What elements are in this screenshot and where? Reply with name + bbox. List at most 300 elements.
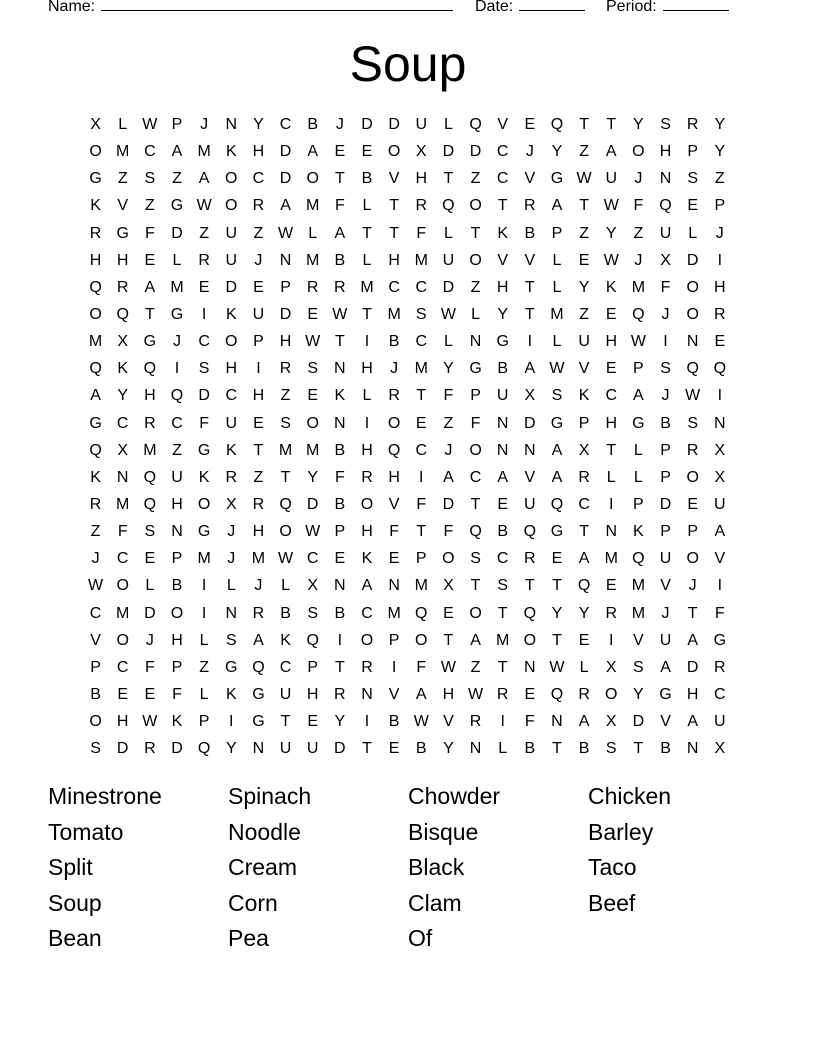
grid-letter: T: [362, 224, 372, 242]
grid-letter: V: [117, 197, 129, 215]
grid-letter: O: [387, 414, 401, 432]
grid-letter: B: [497, 360, 509, 378]
grid-letter: Z: [579, 306, 589, 324]
grid-letter: A: [714, 523, 726, 541]
grid-letter: F: [199, 414, 210, 432]
grid-letter: S: [90, 740, 101, 758]
grid-letter: A: [334, 224, 346, 242]
grid-letter: C: [252, 170, 265, 188]
grid-letter: G: [550, 523, 564, 541]
grid-letter: S: [633, 658, 644, 676]
grid-letter: V: [524, 251, 536, 269]
grid-letter: L: [633, 441, 643, 459]
grid-letter: J: [444, 441, 453, 459]
grid-letter: X: [307, 577, 319, 595]
grid-letter: F: [443, 387, 454, 405]
grid-letter: Y: [578, 604, 590, 622]
grid-letter: S: [307, 604, 319, 622]
grid-letter: P: [660, 523, 671, 541]
word-bank-item: Taco: [588, 854, 637, 880]
grid-letter: H: [415, 170, 428, 188]
grid-letter: Q: [252, 658, 265, 676]
grid-letter: G: [89, 170, 102, 188]
grid-letter: P: [388, 631, 400, 649]
grid-letter: L: [362, 387, 372, 405]
grid-letter: P: [470, 387, 481, 405]
grid-letter: N: [334, 577, 346, 595]
grid-letter: P: [687, 143, 698, 161]
grid-letter: L: [362, 197, 372, 215]
grid-letter: W: [549, 360, 565, 378]
grid-letter: O: [442, 550, 455, 568]
grid-letter: E: [605, 306, 617, 324]
grid-letter: N: [496, 414, 509, 432]
grid-letter: T: [362, 740, 372, 758]
grid-letter: G: [252, 686, 265, 704]
grid-letter: Q: [632, 306, 645, 324]
grid-letter: T: [552, 740, 562, 758]
name-field[interactable]: [48, 0, 453, 16]
grid-letter: J: [227, 550, 236, 568]
grid-letter: K: [225, 686, 237, 704]
grid-letter: M: [387, 604, 401, 622]
grid-letter: S: [198, 360, 210, 378]
grid-letter: R: [144, 740, 156, 758]
grid-letter: X: [90, 116, 101, 134]
grid-letter: S: [605, 740, 617, 758]
grid-letter: J: [200, 116, 209, 134]
grid-letter: B: [524, 740, 536, 758]
grid-letter: T: [389, 224, 399, 242]
grid-letter: B: [415, 740, 427, 758]
word-bank-item: Barley: [588, 818, 654, 845]
grid-row: [82, 518, 734, 545]
grid-row: [82, 600, 734, 627]
grid-row: [82, 708, 734, 735]
grid-row: [82, 274, 734, 301]
grid-letter: D: [686, 658, 699, 676]
grid-letter: T: [579, 523, 589, 541]
grid-letter: M: [631, 604, 646, 622]
grid-letter: Q: [632, 550, 645, 568]
grid-letter: J: [715, 224, 724, 242]
grid-letter: P: [551, 224, 563, 242]
grid-letter: R: [714, 306, 726, 324]
grid-letter: T: [579, 197, 589, 215]
grid-letter: U: [714, 713, 726, 731]
grid-letter: J: [254, 251, 263, 269]
grid-letter: S: [551, 387, 563, 405]
grid-letter: I: [174, 360, 180, 378]
grid-letter: O: [469, 251, 482, 269]
grid-letter: L: [552, 333, 562, 351]
grid-letter: Y: [605, 224, 617, 242]
grid-letter: F: [416, 658, 427, 676]
word-bank-item: Of: [408, 925, 433, 951]
grid-letter: Z: [633, 224, 644, 242]
grid-letter: Q: [279, 496, 292, 514]
grid-letter: F: [524, 713, 535, 731]
grid-letter: E: [388, 550, 400, 568]
grid-letter: O: [116, 577, 129, 595]
grid-letter: X: [660, 251, 671, 269]
grid-letter: F: [334, 197, 345, 215]
grid-letter: P: [171, 550, 183, 568]
grid-letter: K: [90, 468, 101, 486]
grid-letter: Z: [90, 523, 101, 541]
grid-letter: H: [388, 468, 400, 486]
grid-letter: M: [116, 604, 130, 622]
grid-letter: B: [334, 604, 346, 622]
grid-letter: T: [524, 577, 535, 595]
grid-letter: H: [306, 686, 319, 704]
grid-letter: R: [361, 468, 373, 486]
grid-letter: K: [171, 713, 183, 731]
grid-letter: Z: [172, 441, 182, 459]
grid-letter: S: [660, 116, 671, 134]
grid-letter: R: [225, 468, 238, 486]
grid-letter: T: [416, 523, 427, 541]
grid-letter: Q: [713, 360, 727, 378]
grid-letter: Q: [143, 360, 157, 378]
grid-letter: L: [308, 224, 318, 242]
grid-letter: G: [197, 523, 211, 541]
grid-letter: X: [117, 441, 129, 459]
grid-row: [82, 138, 734, 165]
grid-letter: V: [443, 713, 454, 731]
grid-letter: O: [306, 414, 319, 432]
grid-letter: R: [686, 116, 699, 134]
grid-letter: Y: [225, 740, 237, 758]
grid-letter: Q: [550, 686, 564, 704]
grid-letter: A: [497, 468, 509, 486]
grid-letter: S: [307, 360, 319, 378]
grid-letter: N: [225, 604, 238, 622]
grid-letter: C: [388, 278, 400, 296]
grid-row: [82, 545, 734, 572]
grid-letter: C: [496, 143, 509, 161]
grid-letter: D: [279, 170, 292, 188]
grid-letter: E: [388, 740, 400, 758]
grid-letter: V: [524, 170, 536, 188]
grid-letter: J: [661, 604, 670, 622]
grid-letter: O: [469, 604, 482, 622]
grid-letter: U: [496, 387, 509, 405]
grid-letter: M: [197, 550, 211, 568]
grid-letter: C: [469, 468, 482, 486]
grid-letter: J: [634, 170, 643, 188]
grid-letter: N: [659, 170, 672, 188]
grid-row: [82, 627, 734, 654]
grid-letter: B: [524, 224, 536, 242]
grid-letter: S: [497, 577, 509, 595]
grid-letter: D: [442, 496, 455, 514]
grid-letter: U: [225, 414, 238, 432]
word-bank-item: Bisque: [408, 818, 479, 845]
grid-letter: T: [389, 197, 399, 215]
grid-letter: T: [552, 577, 562, 595]
grid-letter: J: [661, 387, 670, 405]
grid-row: [82, 328, 734, 355]
grid-letter: V: [388, 170, 400, 188]
grid-letter: Z: [253, 224, 264, 242]
grid-letter: H: [116, 713, 129, 731]
grid-letter: A: [633, 387, 644, 405]
grid-letter: I: [527, 333, 533, 351]
grid-row: [82, 247, 734, 274]
grid-letter: T: [524, 306, 535, 324]
grid-letter: N: [388, 577, 400, 595]
grid-letter: G: [713, 631, 727, 649]
grid-letter: H: [496, 278, 509, 296]
word-search-grid: [82, 111, 734, 761]
grid-letter: L: [606, 468, 616, 486]
grid-letter: Y: [551, 143, 563, 161]
grid-row: [82, 491, 734, 518]
grid-letter: Y: [551, 604, 563, 622]
grid-letter: S: [687, 170, 698, 188]
grid-letter: T: [497, 197, 508, 215]
grid-letter: G: [550, 170, 564, 188]
grid-letter: Y: [578, 278, 590, 296]
grid-letter: B: [334, 441, 346, 459]
grid-letter: H: [605, 333, 618, 351]
grid-letter: R: [89, 496, 102, 514]
grid-letter: U: [442, 251, 455, 269]
grid-letter: Q: [686, 360, 699, 378]
grid-letter: W: [440, 658, 456, 676]
grid-letter: I: [717, 577, 723, 595]
grid-letter: A: [687, 713, 698, 731]
grid-letter: P: [714, 197, 726, 215]
grid-letter: K: [605, 278, 617, 296]
grid-letter: M: [387, 306, 401, 324]
grid-letter: T: [579, 116, 589, 134]
grid-letter: P: [687, 523, 698, 541]
grid-letter: M: [278, 441, 293, 459]
grid-letter: T: [497, 604, 508, 622]
grid-letter: A: [171, 143, 183, 161]
grid-letter: Y: [334, 713, 346, 731]
grid-letter: E: [687, 197, 698, 215]
grid-letter: K: [225, 143, 237, 161]
grid-letter: Q: [550, 496, 564, 514]
grid-letter: D: [279, 143, 292, 161]
grid-letter: Q: [523, 523, 537, 541]
grid-row: [82, 220, 734, 247]
grid-letter: P: [633, 360, 644, 378]
grid-letter: T: [443, 631, 454, 649]
grid-letter: E: [415, 414, 427, 432]
grid-letter: P: [307, 658, 319, 676]
word-bank-item: Minestrone: [48, 783, 162, 809]
grid-letter: V: [497, 251, 509, 269]
grid-letter: W: [142, 116, 158, 134]
grid-letter: E: [361, 143, 373, 161]
grid-letter: E: [253, 278, 264, 296]
grid-letter: G: [225, 658, 238, 676]
grid-letter: H: [252, 523, 265, 541]
grid-letter: Z: [172, 170, 182, 188]
grid-letter: D: [225, 278, 238, 296]
grid-letter: L: [118, 116, 128, 134]
grid-letter: Q: [143, 468, 157, 486]
grid-letter: C: [171, 414, 183, 432]
date-field[interactable]: [475, 0, 585, 16]
grid-letter: U: [605, 170, 618, 188]
grid-letter: P: [253, 333, 264, 351]
grid-letter: O: [225, 197, 238, 215]
grid-letter: Q: [116, 306, 129, 324]
grid-letter: E: [307, 713, 319, 731]
grid-letter: P: [660, 468, 671, 486]
grid-letter: G: [170, 306, 184, 324]
grid-letter: B: [660, 414, 671, 432]
grid-letter: J: [254, 577, 263, 595]
grid-letter: I: [364, 414, 370, 432]
grid-letter: B: [578, 740, 590, 758]
grid-letter: A: [361, 577, 373, 595]
grid-letter: W: [305, 523, 321, 541]
grid-letter: E: [524, 116, 536, 134]
grid-letter: R: [578, 686, 590, 704]
worksheet-header: [48, 0, 748, 20]
grid-letter: A: [551, 441, 563, 459]
grid-letter: F: [714, 604, 725, 622]
grid-letter: L: [199, 631, 209, 649]
grid-letter: D: [442, 278, 455, 296]
grid-letter: Y: [117, 387, 129, 405]
grid-letter: K: [198, 468, 210, 486]
grid-letter: U: [659, 550, 672, 568]
grid-letter: R: [116, 278, 129, 296]
grid-letter: O: [360, 631, 374, 649]
grid-letter: R: [252, 604, 265, 622]
grid-letter: Y: [714, 143, 726, 161]
grid-letter: L: [688, 224, 698, 242]
grid-letter: X: [524, 387, 536, 405]
grid-letter: I: [256, 360, 261, 378]
grid-letter: O: [360, 496, 374, 514]
grid-letter: K: [497, 224, 509, 242]
grid-letter: Z: [117, 170, 128, 188]
grid-letter: J: [634, 251, 643, 269]
grid-letter: L: [471, 306, 480, 324]
grid-letter: N: [469, 333, 482, 351]
grid-letter: M: [251, 550, 266, 568]
grid-letter: A: [578, 713, 590, 731]
grid-letter: R: [496, 686, 509, 704]
grid-letter: A: [551, 197, 563, 215]
grid-letter: Z: [199, 658, 210, 676]
grid-letter: W: [332, 306, 348, 324]
grid-letter: V: [524, 468, 536, 486]
word-bank-item: Split: [48, 854, 93, 880]
grid-letter: R: [252, 496, 265, 514]
word-bank-item: Clam: [408, 889, 462, 916]
grid-letter: L: [633, 468, 643, 486]
grid-letter: N: [334, 414, 346, 432]
grid-letter: X: [714, 740, 726, 758]
grid-letter: Q: [170, 387, 184, 405]
grid-letter: T: [633, 740, 644, 758]
grid-letter: E: [198, 278, 210, 296]
grid-letter: G: [197, 441, 211, 459]
grid-letter: S: [144, 170, 156, 188]
grid-letter: D: [442, 143, 455, 161]
grid-letter: R: [361, 658, 373, 676]
grid-letter: A: [578, 550, 590, 568]
word-bank-item: Black: [408, 854, 465, 880]
grid-letter: L: [552, 278, 562, 296]
grid-letter: O: [197, 496, 211, 514]
grid-letter: T: [144, 306, 155, 324]
grid-letter: C: [89, 604, 102, 622]
grid-letter: E: [687, 496, 698, 514]
grid-letter: C: [714, 686, 726, 704]
grid-letter: L: [579, 658, 589, 676]
grid-letter: I: [201, 604, 207, 622]
word-bank: [48, 779, 768, 957]
grid-letter: X: [225, 496, 237, 514]
grid-letter: I: [201, 577, 207, 595]
grid-letter: G: [469, 360, 482, 378]
grid-letter: S: [687, 414, 698, 432]
grid-letter: C: [415, 333, 428, 351]
grid-letter: A: [605, 143, 617, 161]
grid-letter: U: [714, 496, 726, 514]
grid-letter: C: [198, 333, 210, 351]
grid-letter: T: [606, 441, 617, 459]
grid-letter: X: [605, 713, 617, 731]
grid-letter: N: [524, 658, 536, 676]
grid-letter: A: [253, 631, 264, 649]
grid-letter: H: [279, 333, 292, 351]
grid-letter: Z: [714, 170, 725, 188]
grid-letter: N: [605, 523, 618, 541]
grid-letter: P: [198, 713, 210, 731]
grid-letter: Y: [497, 306, 509, 324]
grid-letter: F: [660, 278, 671, 296]
grid-letter: T: [416, 387, 427, 405]
grid-letter: M: [306, 441, 320, 459]
grid-letter: A: [551, 468, 563, 486]
grid-letter: O: [632, 143, 645, 161]
grid-letter: O: [686, 550, 699, 568]
grid-letter: U: [252, 306, 265, 324]
grid-letter: W: [467, 686, 484, 704]
grid-letter: B: [388, 333, 400, 351]
period-field[interactable]: [606, 0, 729, 16]
grid-letter: L: [443, 224, 453, 242]
grid-letter: D: [632, 713, 645, 731]
grid-letter: Y: [253, 116, 264, 134]
grid-letter: I: [391, 658, 397, 676]
grid-row: [82, 735, 734, 762]
grid-letter: N: [524, 441, 536, 459]
grid-letter: L: [362, 251, 372, 269]
grid-letter: E: [524, 686, 536, 704]
grid-letter: V: [714, 550, 726, 568]
grid-letter: T: [606, 116, 617, 134]
word-bank-item: Beef: [588, 889, 636, 916]
grid-letter: R: [334, 686, 346, 704]
grid-row: [82, 382, 734, 409]
grid-letter: Q: [550, 116, 564, 134]
grid-letter: V: [388, 496, 400, 514]
grid-letter: R: [388, 387, 400, 405]
grid-letter: R: [714, 658, 726, 676]
